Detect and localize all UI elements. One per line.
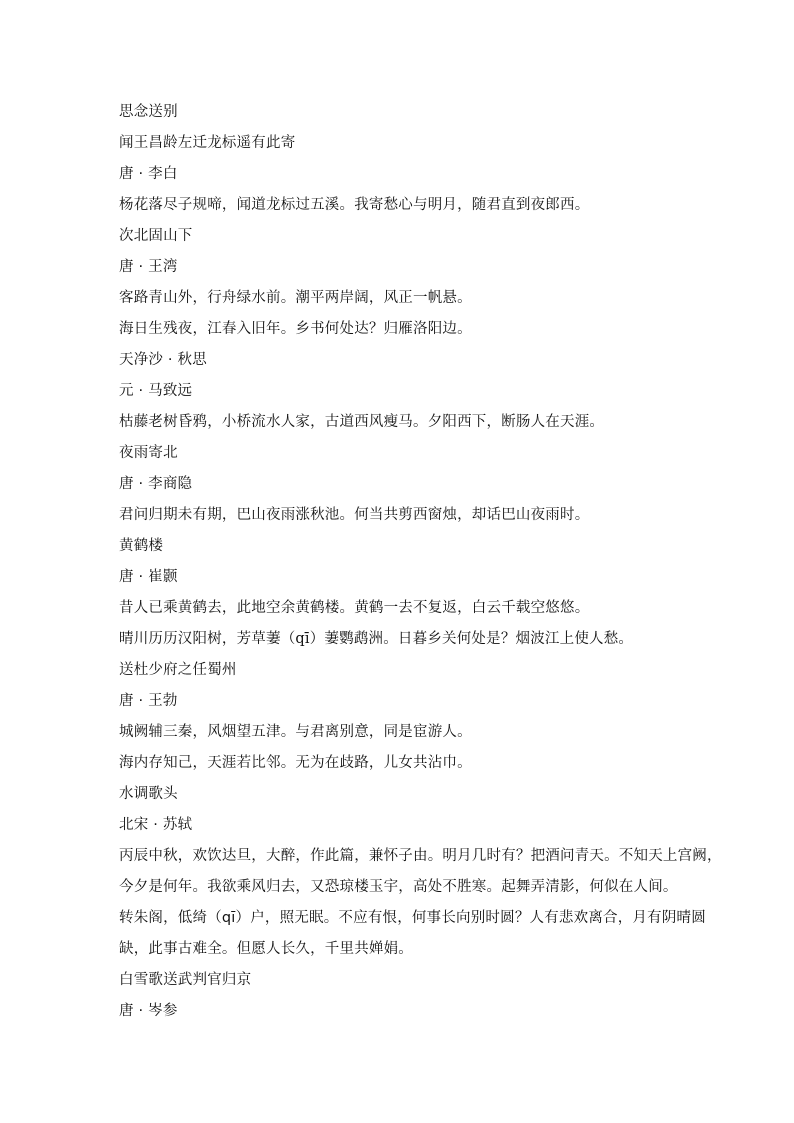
poem-title: 天净沙 · 秋思 <box>119 352 207 368</box>
poem-line: 君问归期未有期，巴山夜雨涨秋池。何当共剪西窗烛，却话巴山夜雨时。 <box>119 507 590 523</box>
poem-title: 白雪歌送武判官归京 <box>119 972 252 988</box>
poem-line: 海内存知己，天涯若比邻。无为在歧路，儿女共沾巾。 <box>119 755 472 771</box>
poem-title: 夜雨寄北 <box>119 445 178 461</box>
poem-author: 元 · 马致远 <box>119 383 193 399</box>
poem-line: 海日生残夜，江春入旧年。乡书何处达？归雁洛阳边。 <box>119 321 472 337</box>
poem-author: 唐 · 李商隐 <box>119 476 193 492</box>
poem-author: 唐 · 岑参 <box>119 1003 178 1019</box>
poem-line: 城阙辅三秦，风烟望五津。与君离别意，同是宦游人。 <box>119 724 472 740</box>
poem-title: 水调歌头 <box>119 786 178 802</box>
section-heading: 思念送别 <box>119 104 178 120</box>
poem-line: 今夕是何年。我欲乘风归去，又恐琼楼玉宇，高处不胜寒。起舞弄清影，何似在人间。 <box>119 879 678 895</box>
poem-author: 唐 · 李白 <box>119 166 178 182</box>
poem-line: 昔人已乘黄鹤去，此地空余黄鹤楼。黄鹤一去不复返，白云千载空悠悠。 <box>119 600 590 616</box>
poem-title: 闻王昌龄左迁龙标遥有此寄 <box>119 135 296 151</box>
poem-author: 北宋 · 苏轼 <box>119 817 193 833</box>
poem-line: 晴川历历汉阳树，芳草萋（qī）萋鹦鹉洲。日暮乡关何处是？烟波江上使人愁。 <box>119 631 634 647</box>
poem-title: 送杜少府之任蜀州 <box>119 662 237 678</box>
document-body <box>119 97 722 1027</box>
poem-line: 转朱阁，低绮（qī）户，照无眠。不应有恨，何事长向别时圆？人有悲欢离合，月有阴晴圆 <box>119 910 706 926</box>
poem-line: 枯藤老树昏鸦，小桥流水人家，古道西风瘦马。夕阳西下，断肠人在天涯。 <box>119 414 605 430</box>
poem-line: 丙辰中秋，欢饮达旦，大醉，作此篇，兼怀子由。明月几时有？把酒问青天。不知天上宫阙， <box>119 848 722 864</box>
poem-line: 杨花落尽子规啼，闻道龙标过五溪。我寄愁心与明月，随君直到夜郎西。 <box>119 197 590 213</box>
poem-line: 缺，此事古难全。但愿人长久，千里共婵娟。 <box>119 941 413 957</box>
poem-author: 唐 · 王湾 <box>119 259 178 275</box>
poem-author: 唐 · 崔颢 <box>119 569 178 585</box>
poem-line: 客路青山外，行舟绿水前。潮平两岸阔，风正一帆悬。 <box>119 290 472 306</box>
poem-author: 唐 · 王勃 <box>119 693 178 709</box>
poem-title: 次北固山下 <box>119 228 193 244</box>
poem-title: 黄鹤楼 <box>119 538 164 554</box>
